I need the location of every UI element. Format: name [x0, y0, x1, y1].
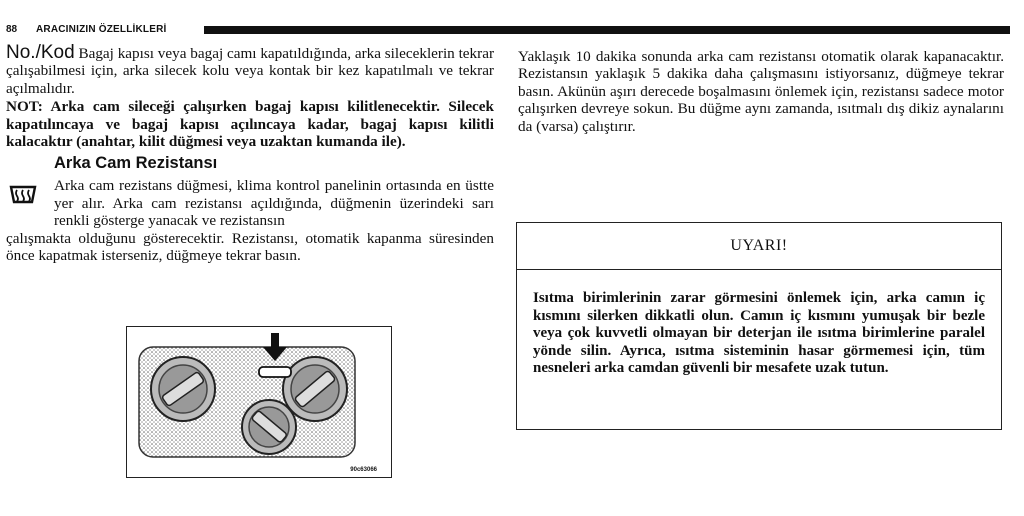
header-rule	[204, 26, 1010, 34]
intro-lead: No./Kod	[6, 42, 75, 63]
warning-box	[516, 222, 1002, 430]
warning-title: UYARI!	[517, 223, 1001, 270]
right-knob	[283, 357, 347, 421]
defrost-text-b: çalışmakta olduğunu gösterecektir. Rezistansı, otomatik kapanma süresinden önce kapatmak isterseniz, düğmeye tekrar basın.	[6, 229, 494, 265]
note-paragraph: NOT: Arka cam sileceği çalışırken bagaj kapısı kilitlenecektir. Silecek kapatılıncaya ve bagaj kapısı açılıncaya kadar, bagaj kapısı kilitli kalacaktır (anahtar, kilit düğmesi veya uzaktan kumanda ile).	[6, 98, 494, 151]
page-number: 88	[6, 24, 18, 35]
figure-code: 90c63066	[350, 467, 377, 473]
section-title: ARACINIZIN ÖZELLİKLERİ	[36, 24, 167, 35]
page-header	[6, 24, 1010, 38]
defrost-text-a: Arka cam rezistans düğmesi, klima kontrol panelinin ortasında en üstte yer alır. Arka cam rezistansı açıldığında, düğmenin üzerindeki sarı renkli gösterge yanacak ve rezistansın	[54, 177, 494, 230]
rear-window-defrost-icon	[8, 183, 38, 205]
center-knob	[242, 400, 296, 454]
climate-control-figure	[126, 326, 392, 478]
left-column	[6, 44, 494, 264]
intro-text: Bagaj kapısı veya bagaj camı kapatıldığında, arka sileceklerin tekrar çalışabilmesi için, arka silecek kolu veya kontak bir kez kapatılmalı ve tekrar açılmalıdır.	[6, 45, 494, 97]
right-paragraph: Yaklaşık 10 dakika sonunda arka cam rezistansı otomatik olarak kapanacaktır. Rezistansın yaklaşık 5 dakika daha çalışmasını istiyorsanız, düğmeye tekrar basın. Akünün aşırı derecede boşalmasını önlemek için, rezistansı sadece motor çalışırken devreye sokun. Bu düğme aynı zamanda, ısıtmalı dış dikiz aynalarını da (varsa) çalıştırır.	[518, 48, 1004, 135]
defrost-paragraph	[6, 177, 494, 264]
intro-paragraph	[6, 44, 494, 97]
section-heading: Arka Cam Rezistansı	[54, 154, 218, 173]
defrost-button	[259, 367, 291, 377]
warning-text: Isıtma birimlerinin zarar görmesini önlemek için, arka camın iç kısmını silerken dikkatli olun. Camın iç kısmını yumuşak bir bezle veya çok kuvvetli olmayan bir deterjan ile ısıtma birimlerine paralel yönde silin. Ayrıca, ısıtma sisteminin hasar görmemesi için, tüm nesneleri arka camdan güvenli bir mesafete uzak tutun.	[533, 290, 985, 377]
left-knob	[151, 357, 215, 421]
right-column	[518, 48, 1004, 135]
